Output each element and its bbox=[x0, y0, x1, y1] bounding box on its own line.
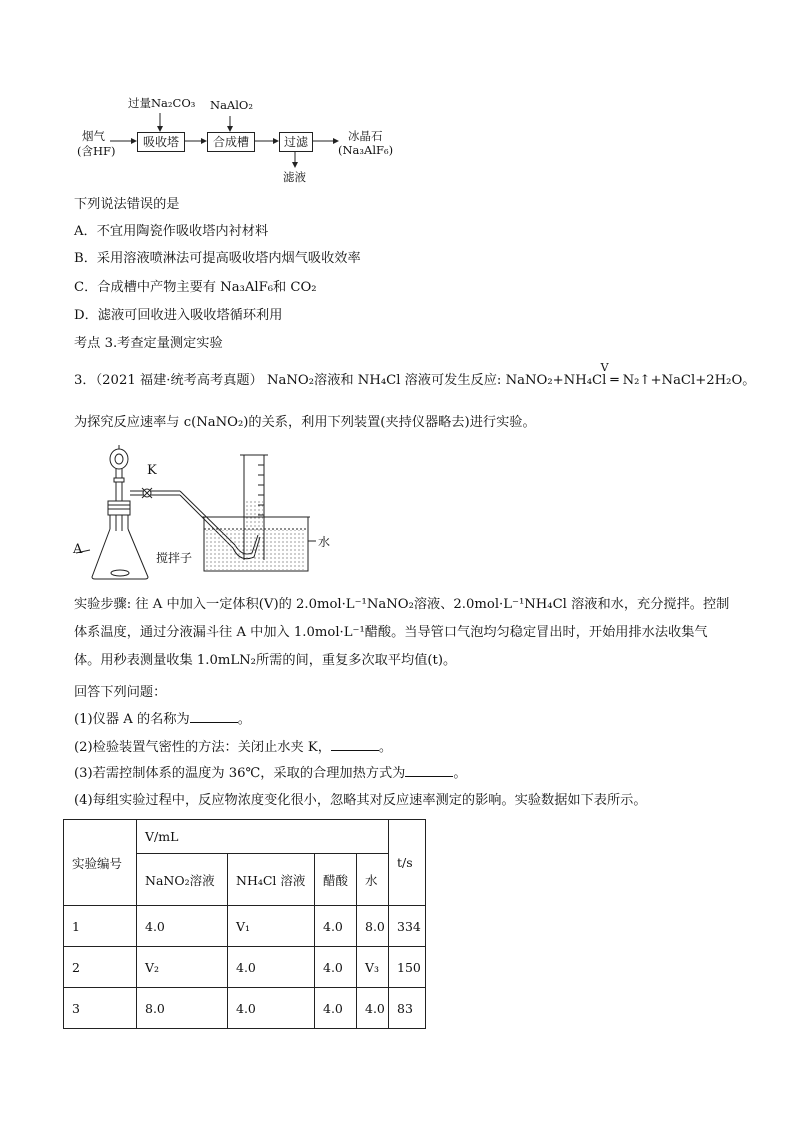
flow-box-filter: 过滤 bbox=[279, 132, 313, 152]
sub-question-1: (1)仪器 A 的名称为 。 bbox=[74, 712, 251, 727]
equation-condition-mark: V bbox=[600, 361, 609, 374]
col-acetic-acid: 醋酸 bbox=[315, 854, 357, 906]
flow-box-absorber: 吸收塔 bbox=[137, 132, 185, 152]
table-row: 1 4.0 V₁ 4.0 8.0 334 bbox=[64, 906, 426, 947]
separatory-funnel bbox=[110, 445, 128, 531]
table-row: 3 8.0 4.0 4.0 4.0 83 bbox=[64, 988, 426, 1029]
flow-output-label: 冰晶石 bbox=[348, 129, 383, 143]
label-flask-a: A bbox=[73, 542, 83, 557]
label-water: 水 bbox=[318, 535, 331, 549]
flow-output-sub: (Na₃AlF₆) bbox=[338, 143, 394, 157]
answer-prompt: 回答下列问题： bbox=[74, 685, 167, 700]
steps-line-3: 体。用秒表测量收集 1.0mLN₂所需的间，重复多次取平均值(t)。 bbox=[74, 653, 457, 668]
steps-line-2: 体系温度，通过分液漏斗往 A 中加入 1.0mol·L⁻¹醋酸。当导管口气泡均匀稳定冒出时，开始用排水法收集气 bbox=[74, 625, 708, 640]
answer-blank-3[interactable] bbox=[405, 764, 453, 777]
flow-box-synthesis: 合成槽 bbox=[207, 132, 255, 152]
q2-option-d: D．滤液可回收进入吸收塔循环利用 bbox=[74, 308, 283, 323]
conical-flask bbox=[76, 501, 148, 579]
flow-input-na2co3: 过量Na₂CO₃ bbox=[128, 96, 196, 110]
graduated-cylinder bbox=[240, 455, 268, 560]
section-title: 考点 3.考查定量测定实验 bbox=[74, 336, 223, 351]
q2-option-c: C．合成槽中产物主要有 Na₃AlF₆和 CO₂ bbox=[74, 280, 317, 295]
flow-source-sub: (含HF) bbox=[77, 144, 116, 158]
sub-question-4: (4)每组实验过程中，反应物浓度变化很小，忽略其对反应速率测定的影响。实验数据如下表所示。 bbox=[74, 793, 647, 808]
sub-question-2: (2)检验装置气密性的方法：关闭止水夹 K， 。 bbox=[74, 740, 393, 755]
flow-input-naalo2: NaAlO₂ bbox=[210, 98, 253, 112]
header-time: t/s bbox=[389, 820, 426, 906]
q3-intro-text: 3．（2021 福建·统考高考真题） NaNO₂溶液和 NH₄Cl 溶液可发生反应: bbox=[74, 373, 506, 388]
sub-question-3: (3)若需控制体系的温度为 36℃，采取的合理加热方式为 。 bbox=[74, 766, 467, 781]
q3-equation: V NaNO₂+NH₄Cl ═ N₂↑+NaCl+2H₂O bbox=[505, 361, 743, 388]
answer-blank-2[interactable] bbox=[331, 738, 379, 751]
col-water: 水 bbox=[357, 854, 389, 906]
header-id: 实验编号 bbox=[64, 820, 137, 906]
q2-prompt: 下列说法错误的是 bbox=[74, 197, 180, 212]
q3-intro-2: 为探究反应速率与 c(NaNO₂)的关系，利用下列装置(夹持仪器略去)进行实验。 bbox=[74, 415, 536, 430]
label-stirrer: 搅拌子 bbox=[156, 551, 193, 565]
label-valve-k: K bbox=[147, 463, 157, 478]
flow-arrows bbox=[0, 0, 420, 190]
flow-filtrate-label: 滤液 bbox=[283, 170, 306, 184]
table-row: 2 V₂ 4.0 4.0 V₃ 150 bbox=[64, 947, 426, 988]
col-nano2: NaNO₂溶液 bbox=[137, 854, 228, 906]
col-nh4cl: NH₄Cl 溶液 bbox=[228, 854, 315, 906]
header-volume: V/mL bbox=[137, 820, 389, 854]
experiment-table bbox=[63, 819, 426, 1029]
q3-intro: 3．（2021 福建·统考高考真题） NaNO₂溶液和 NH₄Cl 溶液可发生反应: V NaNO₂+NH₄Cl ═ N₂↑+NaCl+2H₂O。 bbox=[74, 361, 756, 388]
steps-line-1: 实验步骤: 往 A 中加入一定体积(V)的 2.0mol·L⁻¹NaNO₂溶液、2.0mol·L⁻¹NH₄Cl 溶液和水，充分搅拌。控制 bbox=[74, 597, 730, 612]
q2-option-b: B．采用溶液喷淋法可提高吸收塔内烟气吸收效率 bbox=[74, 251, 361, 266]
apparatus-diagram bbox=[70, 445, 370, 580]
answer-blank-1[interactable] bbox=[190, 710, 238, 723]
q2-option-a: A．不宜用陶瓷作吸收塔内衬材料 bbox=[74, 224, 269, 239]
flow-source-label: 烟气 bbox=[82, 129, 105, 143]
valve-k bbox=[142, 488, 152, 498]
